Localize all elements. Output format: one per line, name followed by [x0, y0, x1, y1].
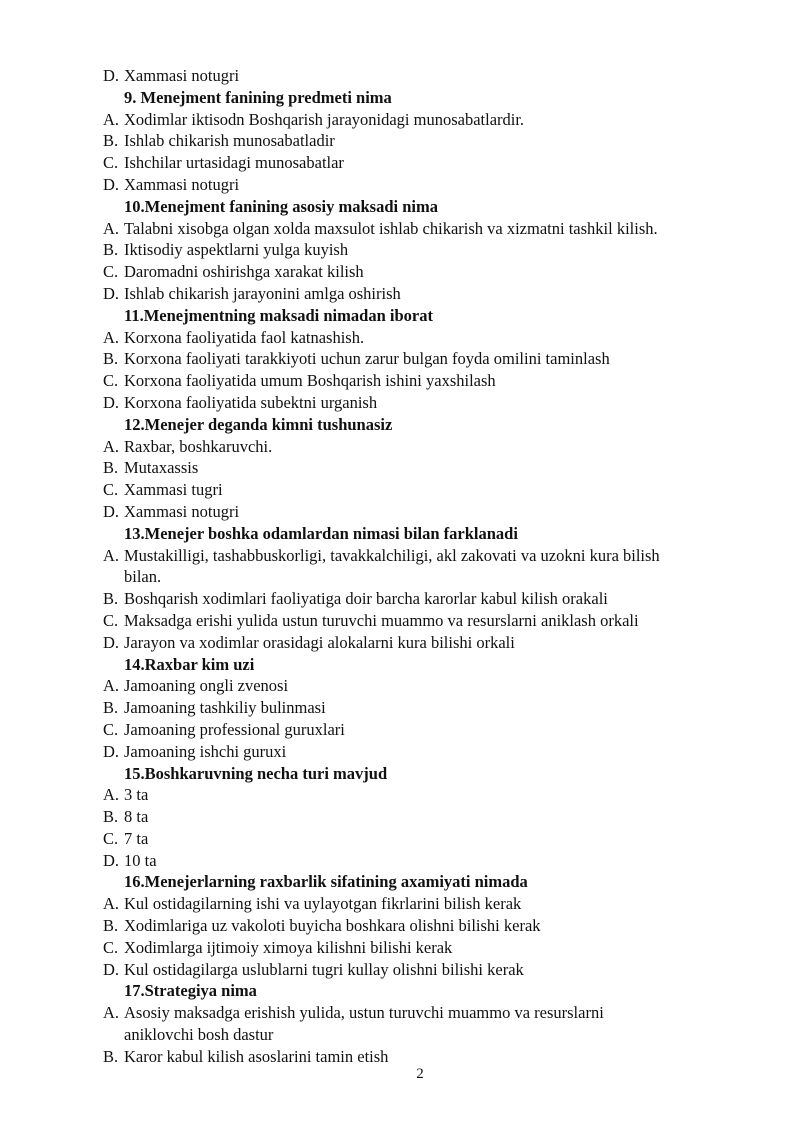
- option-text: Korxona faoliyatida umum Boshqarish ishini yaxshilash: [124, 371, 496, 391]
- answer-option: [0, 239, 800, 261]
- answer-option: [0, 741, 800, 763]
- answer-option: [0, 719, 800, 741]
- question-text: 11.Menejmentning maksadi nimadan iborat: [124, 305, 433, 325]
- answer-option: [0, 632, 800, 654]
- answer-option: [0, 784, 800, 806]
- answer-option: [0, 1046, 800, 1068]
- option-text: Talabni xisobga olgan xolda maxsulot ishlab chikarish va xizmatni tashkil kilish.: [124, 218, 658, 238]
- option-letter: D.: [103, 66, 120, 85]
- answer-option: [0, 806, 800, 828]
- option-text: Xammasi notugri: [124, 501, 240, 521]
- answer-option: [0, 457, 800, 479]
- option-letter: C.: [103, 153, 119, 173]
- answer-option: [0, 479, 800, 501]
- question-text: 9. Menejment fanining predmeti nima: [124, 87, 392, 107]
- answer-option: [0, 174, 800, 196]
- answer-option: [0, 915, 800, 937]
- question-text: 10.Menejment fanining asosiy maksadi nima: [124, 196, 438, 216]
- question-heading: [0, 523, 800, 545]
- answer-option: [0, 109, 800, 131]
- answer-option: [0, 130, 800, 152]
- answer-option: [0, 152, 800, 174]
- document-page: [0, 65, 800, 1068]
- option-letter: C.: [103, 610, 119, 630]
- answer-option: [0, 937, 800, 959]
- answer-option: [0, 588, 800, 610]
- option-letter: A.: [103, 1003, 120, 1023]
- answer-option: [0, 610, 800, 632]
- option-text: Mutaxassis: [124, 458, 199, 478]
- option-text: Korxona faoliyatida faol katnashish.: [124, 327, 365, 347]
- option-letter: C.: [103, 719, 119, 739]
- answer-option-continuation: [0, 566, 800, 588]
- option-letter: D.: [103, 174, 120, 194]
- option-text: Xodimlar iktisodn Boshqarish jarayonidagi munosabatlardir.: [124, 109, 525, 129]
- option-letter: A.: [103, 327, 120, 347]
- answer-option: [0, 545, 800, 567]
- answer-option: [0, 370, 800, 392]
- option-text: Jamoaning ishchi guruxi: [124, 741, 287, 761]
- option-text: Mustakilligi, tashabbuskorligi, tavakkalchiligi, akl zakovati va uzokni kura bilish: [124, 545, 660, 565]
- option-text: Iktisodiy aspektlarni yulga kuyish: [124, 240, 349, 260]
- option-text: Kul ostidagilarning ishi va uylayotgan fikrlarini bilish kerak: [124, 894, 522, 914]
- option-letter: A.: [103, 545, 120, 565]
- question-heading: [0, 414, 800, 436]
- option-text: Xodimlarga ijtimoiy ximoya kilishni bilishi kerak: [124, 937, 453, 957]
- option-letter: A.: [103, 109, 120, 129]
- option-text: 3 ta: [124, 785, 149, 805]
- option-letter: B.: [103, 589, 119, 609]
- answer-option-continuation: [0, 1024, 800, 1046]
- option-letter: D.: [103, 850, 120, 870]
- answer-option: [0, 327, 800, 349]
- option-text: Xammasi notugri: [124, 174, 240, 194]
- option-letter: C.: [103, 371, 119, 391]
- answer-option: [0, 501, 800, 523]
- option-text: 10 ta: [124, 850, 157, 870]
- answer-option: [0, 261, 800, 283]
- question-heading: [0, 196, 800, 218]
- option-text: Korxona faoliyatida subektni urganish: [124, 392, 378, 412]
- option-letter: D.: [103, 741, 120, 761]
- question-heading: [0, 654, 800, 676]
- answer-option: [0, 675, 800, 697]
- option-letter: A.: [103, 785, 120, 805]
- question-heading: [0, 763, 800, 785]
- option-letter: B.: [103, 1046, 119, 1066]
- answer-option: [0, 392, 800, 414]
- option-text: Jarayon va xodimlar orasidagi alokalarni kura bilishi orkali: [124, 632, 515, 652]
- option-text: Maksadga erishi yulida ustun turuvchi muammo va resurslarni aniklash orkali: [124, 610, 639, 630]
- question-heading: [0, 871, 800, 893]
- option-letter: B.: [103, 698, 119, 718]
- answer-option: [0, 1002, 800, 1024]
- question-heading: [0, 87, 800, 109]
- question-heading: [0, 305, 800, 327]
- option-text: Ishlab chikarish jarayonini amlga oshirish: [124, 283, 401, 303]
- answer-option: [0, 850, 800, 872]
- option-text: Ishchilar urtasidagi munosabatlar: [124, 153, 344, 173]
- question-text: 14.Raxbar kim uzi: [124, 654, 255, 674]
- question-text: 12.Menejer deganda kimni tushunasiz: [124, 414, 393, 434]
- option-text: Daromadni oshirishga xarakat kilish: [124, 262, 364, 282]
- option-text: aniklovchi bosh dastur: [124, 1025, 274, 1045]
- option-letter: A.: [103, 676, 120, 696]
- option-letter: D.: [103, 283, 120, 303]
- answer-option: [0, 436, 800, 458]
- option-text: Korxona faoliyati tarakkiyoti uchun zarur bulgan foyda omilini taminlash: [124, 349, 610, 369]
- option-letter: A.: [103, 894, 120, 914]
- option-letter: B.: [103, 240, 119, 260]
- option-letter: C.: [103, 937, 119, 957]
- option-text: Jamoaning professional guruxlari: [124, 719, 345, 739]
- option-letter: B.: [103, 916, 119, 936]
- option-text: Boshqarish xodimlari faoliyatiga doir barcha karorlar kabul kilish orakali: [124, 589, 608, 609]
- option-text: Jamoaning ongli zvenosi: [124, 676, 289, 696]
- answer-option: [0, 218, 800, 240]
- answer-option: [0, 828, 800, 850]
- option-text: Ishlab chikarish munosabatladir: [124, 131, 335, 151]
- option-text: bilan.: [124, 567, 162, 587]
- option-text: Asosiy maksadga erishish yulida, ustun turuvchi muammo va resurslarni: [124, 1003, 604, 1023]
- option-letter: A.: [103, 218, 120, 238]
- option-text: Xammasi notugri: [124, 66, 240, 85]
- question-heading: [0, 980, 800, 1002]
- option-letter: B.: [103, 807, 119, 827]
- question-text: 15.Boshkaruvning necha turi mavjud: [124, 763, 388, 783]
- option-text: Jamoaning tashkiliy bulinmasi: [124, 698, 326, 718]
- option-letter: B.: [103, 458, 119, 478]
- question-text: 16.Menejerlarning raxbarlik sifatining axamiyati nimada: [124, 872, 528, 892]
- option-letter: C.: [103, 828, 119, 848]
- option-letter: D.: [103, 501, 120, 521]
- option-letter: D.: [103, 632, 120, 652]
- option-text: Raxbar, boshkaruvchi.: [124, 436, 273, 456]
- option-text: 8 ta: [124, 807, 149, 827]
- option-letter: B.: [103, 349, 119, 369]
- option-text: Kul ostidagilarga uslublarni tugri kullay olishni bilishi kerak: [124, 959, 524, 979]
- option-text: Xammasi tugri: [124, 480, 223, 500]
- answer-option: [0, 283, 800, 305]
- question-text: 13.Menejer boshka odamlardan nimasi bilan farklanadi: [124, 523, 518, 543]
- page-number: 2: [416, 1066, 424, 1082]
- option-text: Xodimlariga uz vakoloti buyicha boshkara olishni bilishi kerak: [124, 916, 541, 936]
- answer-option: [0, 893, 800, 915]
- option-letter: C.: [103, 480, 119, 500]
- option-letter: B.: [103, 131, 119, 151]
- answer-option: [0, 348, 800, 370]
- option-letter: D.: [103, 392, 120, 412]
- answer-option: [0, 959, 800, 981]
- option-text: 7 ta: [124, 828, 149, 848]
- option-letter: D.: [103, 959, 120, 979]
- option-letter: A.: [103, 436, 120, 456]
- question-text: 17.Strategiya nima: [124, 981, 257, 1001]
- answer-option: [0, 697, 800, 719]
- option-letter: C.: [103, 262, 119, 282]
- answer-option: [0, 65, 800, 87]
- option-text: Karor kabul kilish asoslarini tamin etish: [124, 1046, 389, 1066]
